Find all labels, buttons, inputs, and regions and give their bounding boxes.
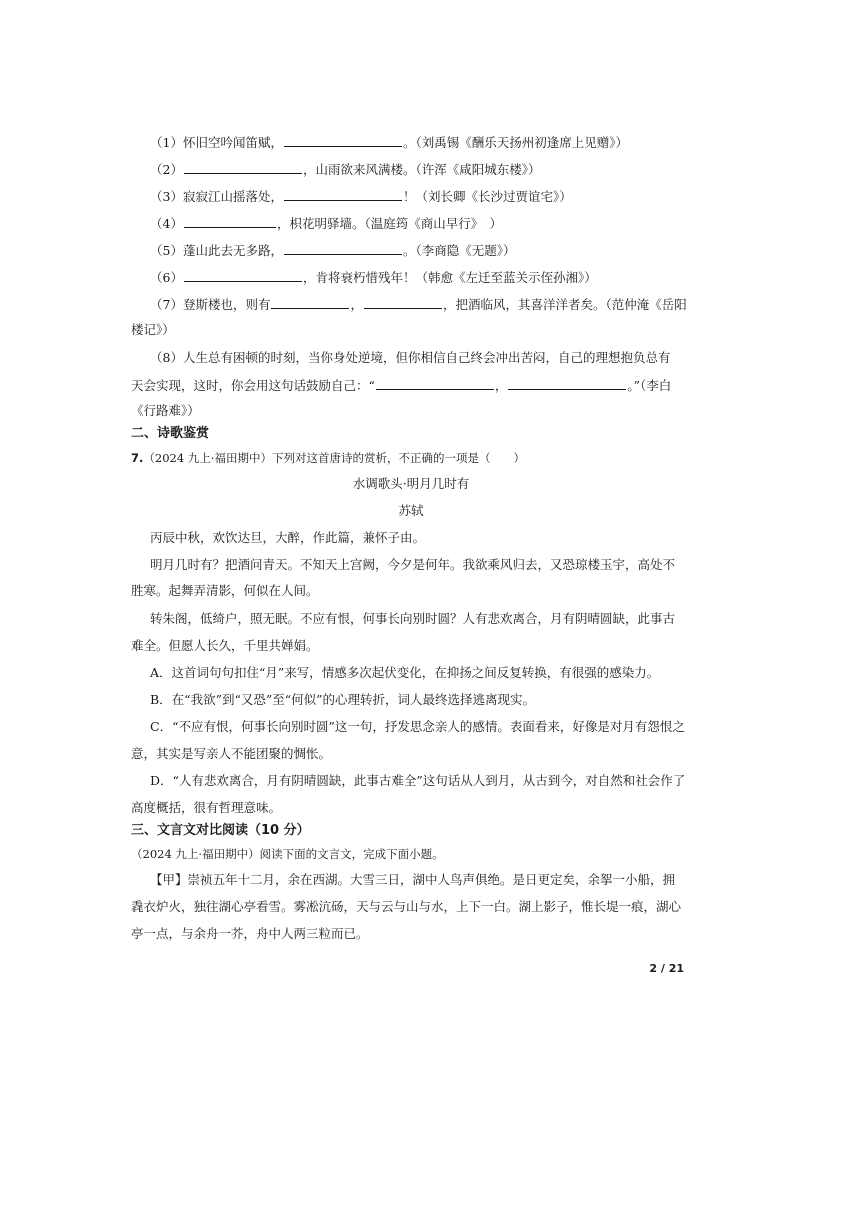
- passage-line: 亭一点，与余舟一芥，舟中人两三粒而已。: [131, 926, 369, 941]
- poem-line: 明月几时有？把酒问青天。不知天上宫阙，今夕是何年。我欲乘风归去，又恐琼楼玉宇，高处不: [150, 557, 676, 572]
- fill-item-7-cont: 楼记》）: [131, 322, 175, 337]
- poem-line: 难全。但愿人长久，千里共婵娟。: [131, 638, 319, 653]
- answer-blank[interactable]: [284, 242, 402, 255]
- fill-item-text: （7）登斯楼也，则有: [150, 297, 271, 312]
- fill-item-1: [150, 134, 710, 151]
- option-d-cont: 高度概括，很有哲理意味。: [131, 800, 282, 815]
- fill-item-text: ，枳花明驿墙。（温庭筠《商山早行》 ）: [276, 216, 502, 231]
- option-d[interactable]: D．“人有悲欢离合，月有阴晴圆缺，此事古难全”这句话从人到月，从古到今，对自然和社会作了: [150, 773, 686, 788]
- answer-blank[interactable]: [184, 161, 302, 174]
- fill-item-8-cont2: 《行路难》）: [131, 403, 200, 418]
- fill-item-text: ，山雨欲来风满楼。（许浑《咸阳城东楼》）: [302, 162, 541, 177]
- fill-item-text: （2）: [150, 162, 183, 177]
- fill-item-8-cont: [131, 377, 691, 394]
- answer-blank[interactable]: [184, 215, 276, 228]
- fill-item-3: [150, 188, 710, 205]
- section-heading-poetry: 二、诗歌鉴赏: [131, 426, 210, 441]
- poem-title: 水调歌头·明月几时有: [352, 476, 470, 491]
- fill-item-text: ，: [350, 297, 363, 312]
- fill-item-2: [150, 161, 710, 178]
- fill-item-text: 。”（李白: [627, 378, 672, 393]
- poem-author: 苏轼: [398, 503, 424, 518]
- option-c[interactable]: C．“不应有恨，何事长向别时圆”这一句，抒发思念亲人的感情。表面看来，好像是对月有怨恨之: [150, 719, 685, 734]
- fill-item-text: ，把酒临风，其喜洋洋者矣。（范仲淹《岳阳: [442, 297, 687, 312]
- question-text: 下列对这首唐诗的赏析，不正确的一项是（ ）: [271, 451, 525, 465]
- poem-preface: 丙辰中秋，欢饮达旦，大醉，作此篇，兼怀子由。: [150, 530, 426, 545]
- fill-item-7: [150, 296, 710, 313]
- answer-blank[interactable]: [364, 296, 442, 309]
- fill-item-text: 。（李商隐《无题》）: [402, 243, 516, 258]
- fill-item-text: （4）: [150, 216, 183, 231]
- answer-blank[interactable]: [376, 377, 494, 390]
- fill-item-text: （5）蓬山此去无多路，: [150, 243, 283, 258]
- fill-item-text: （3）寂寂江山摇落处，: [150, 189, 283, 204]
- answer-blank[interactable]: [284, 188, 402, 201]
- fill-item-text: （1）怀旧空吟闻笛赋，: [150, 135, 283, 150]
- passage-line: 毳衣炉火，独往湖心亭看雪。雾凇沆砀，天与云与山与水，上下一白。湖上影子，惟长堤一痕，湖心: [131, 899, 682, 914]
- question-number: 7.: [131, 451, 144, 465]
- answer-blank[interactable]: [271, 296, 349, 309]
- fill-item-6: [150, 269, 710, 286]
- answer-blank[interactable]: [284, 134, 402, 147]
- fill-item-text: 天会实现，这时，你会用这句话鼓励自己：“: [131, 378, 375, 393]
- section-heading-classical: 三、文言文对比阅读（10 分）: [131, 823, 310, 838]
- passage-line: 【甲】崇祯五年十二月，余在西湖。大雪三日，湖中人鸟声俱绝。是日更定矣，余挐一小船，拥: [150, 872, 676, 887]
- fill-item-text: ，: [494, 378, 508, 393]
- fill-item-text: （6）: [150, 270, 183, 285]
- option-b[interactable]: B．在“我欲”到“又恐”至“何似”的心理转折，词人最终选择逃离现实。: [150, 692, 536, 707]
- answer-blank[interactable]: [184, 269, 302, 282]
- question-source: （2024 九上·福田期中）: [143, 451, 272, 465]
- poem-line: 转朱阁，低绮户，照无眠。不应有恨，何事长向别时圆？人有悲欢离合，月有阴晴圆缺，此事古: [150, 611, 676, 626]
- option-a[interactable]: A．这首词句句扣住“月”来写，情感多次起伏变化，在抑扬之间反复转换，有很强的感染力。: [150, 665, 660, 680]
- answer-blank[interactable]: [508, 377, 626, 390]
- fill-item-4: [150, 215, 710, 232]
- poem-line: 胜寒。起舞弄清影，何似在人间。: [131, 583, 319, 598]
- fill-item-text: ！（刘长卿《长沙过贾谊宅》）: [402, 189, 572, 204]
- page-number: 2 / 21: [649, 962, 684, 975]
- fill-item-5: [150, 242, 710, 259]
- question-7: [131, 450, 691, 466]
- fill-item-text: 。（刘禹锡《酬乐天扬州初逢席上见赠》）: [402, 135, 628, 150]
- fill-item-8: （8）人生总有困顿的时刻，当你身处逆境，但你相信自己终会冲出苦闷，自己的理想抱负总有: [150, 350, 671, 365]
- option-c-cont: 意，其实是写亲人不能团聚的惆怅。: [131, 746, 332, 761]
- fill-item-text: ，肯将衰朽惜残年！（韩愈《左迁至蓝关示侄孙湘》）: [302, 270, 597, 285]
- reading-source: （2024 九上·福田期中）阅读下面的文言文，完成下面小题。: [131, 847, 444, 861]
